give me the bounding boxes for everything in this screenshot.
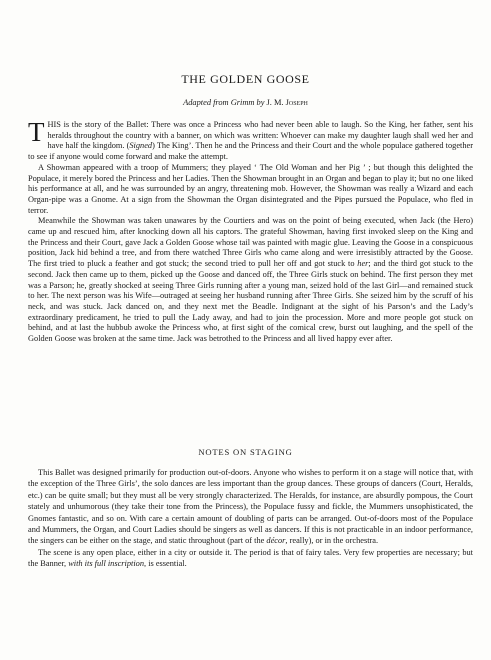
page-title: THE GOLDEN GOOSE xyxy=(181,72,310,86)
notes-paragraph-2: The scene is any open place, either in a city or outside it. The period is that of fairy tales. Very few properties are necessary; but the Banner, with its full inscription, is essential. xyxy=(28,547,473,569)
story-paragraph-3: Meanwhile the Showman was taken unawares by the Courtiers and was on the point of being executed, when Jack (the Hero) came up and rescued him, after knocking down all his captors. The grateful Showman, having first invoked sleep on the King and the Princess and their Court, gave Jack a Golden Goose whose tail was painted with magic glue. Leaving the Goose in a conspicuous position, Jack hid behind a tree, and from there watched Three Girls who came along and were irresistibly attracted by the Goose. The first tried to pluck a feather and got stuck; the second tried to pull her off and got stuck to her; and the third got stuck to the second. Jack then came up to them, picked up the Goose and danced off, the Three Girls stuck on behind. The first person they met was a Parson; he, greatly shocked at seeing Three Girls running after a young man, seized hold of the last Girl—and remained stuck to her. The next person was his Wife—outraged at seeing her husband running after Three Girls. She seized him by the scruff of his neck, and was stuck. Jack danced on, and they next met the Beadle. Indignant at the sight of his Parson’s and the Lady’s extraordinary predicament, he tried to pull the Lady away, and had to join the procession. More and more people got stuck on behind, and at last the hubbub awoke the Princess who, at first sight of the comical crew, burst out laughing, and the spell of the Golden Goose was broken at the same time. Jack was betrothed to the Princess and all lived happy ever after. xyxy=(28,216,473,344)
byline-prefix: Adapted from Grimm by xyxy=(183,98,265,107)
story-text xyxy=(28,117,473,345)
drop-cap: T xyxy=(28,117,45,147)
story-paragraph-1: THIS is the story of the Ballet: There was once a Princess who had never been able to laugh. So the King, her father, sent his heralds throughout the country with a banner, on which was written: Whoever can make my daughter laugh shall wed her and have half the kingdom. (Signed) The King’. Then he and the Princess and their Court and the whole populace gathered together to see if anyone would come forward and make the attempt. xyxy=(28,117,473,162)
byline xyxy=(0,98,491,107)
notes-text xyxy=(28,467,473,570)
author-surname: Joseph xyxy=(285,98,308,107)
notes-heading: NOTES ON STAGING xyxy=(198,447,293,457)
author-initials: J. M. xyxy=(266,98,284,107)
notes-paragraph-1: This Ballet was designed primarily for production out-of-doors. Anyone who wishes to perform it on a stage will notice that, with the exception of the Three Girls’, the solo dances are less important than the group dances. These groups of dancers (Court, Heralds, etc.) can be quite small; but they must all be very strongly characterized. The Heralds, for instance, are absurdly pompous, the Court stately and unhumorous (they take their tone from the Princess), the Populace fussy and fickle, the Mummers unsophisticated, the Gnomes fantastic, and so on. With care a certain amount of doubling of parts can be arranged. Out-of-doors most of the Populace and Mummers, the Organ, and Court Ladies should be singers as well as dancers. If this is not practicable in an indoor performance, the singers can be either on the stage, and static throughout (part of the décor, really), or in the orchestra. xyxy=(28,468,473,546)
story-paragraph-2: A Showman appeared with a troop of Mummers; they played ‘ The Old Woman and her Pig ’ ; but though this delighted the Populace, it merely bored the Princess and her Ladies. Then the Showman brought in an Organ and began to play it; but no one liked his performance at all, and he was surrounded by an angry, threatening mob. However, the Showman was really a Wizard and each Organ-pipe was a Gnome. At a sign from the Showman the Organ disintegrated and the Pipes pursued the Populace, who fled in terror. xyxy=(28,162,473,215)
